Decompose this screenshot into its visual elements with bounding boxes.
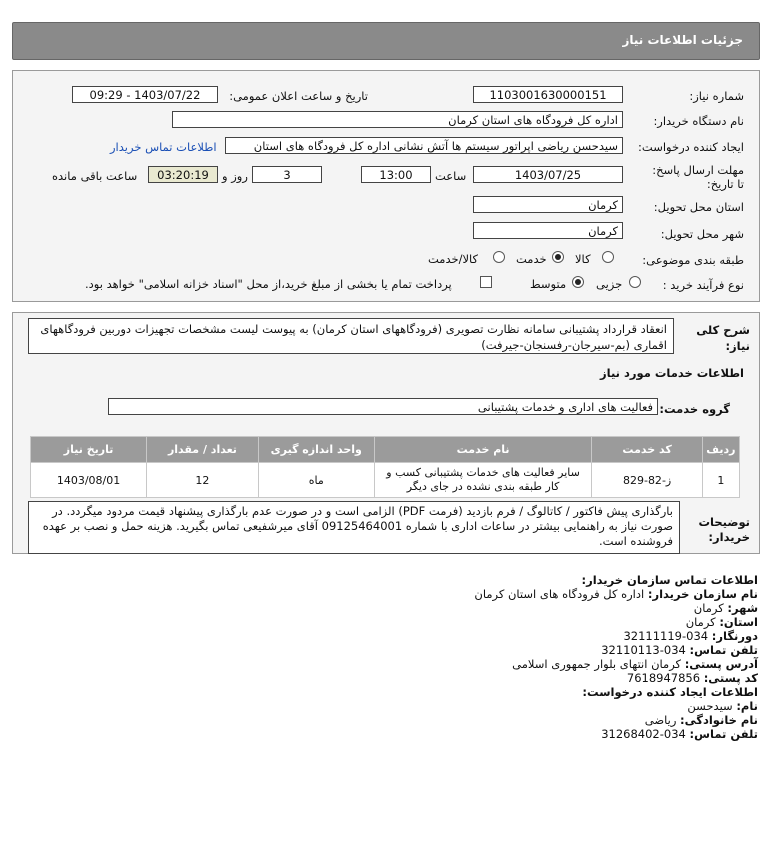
buyer-notes-text: بارگذاری پیش فاکتور / کاتالوگ / فرم بازدید (فرمت PDF) الزامی است و در صورت عدم بارگذاری پیشنهاد قیمت مردود میگردد. در صورت نیاز به راهنمایی بیشتر در ساعات اداری با شماره 09125464001 آقای میرشفیعی تماس بگیرید. هزینه حمل و نصب بر عهده فروشنده است.	[42, 504, 673, 548]
buyer-notes-box	[28, 501, 680, 554]
services-section-title: اطلاعات خدمات مورد نیاز	[600, 366, 744, 380]
contact-province-line	[686, 615, 758, 629]
row-unit: ماه	[258, 463, 374, 498]
col-index: ردیف	[702, 437, 739, 463]
page-header	[12, 22, 760, 60]
announce-label: تاریخ و ساعت اعلان عمومی:	[229, 89, 368, 103]
category-radio-goods[interactable]	[602, 251, 614, 263]
days-label: روز و	[222, 169, 248, 183]
summary-text: انعقاد قرارداد پشتیبانی سامانه نظارت تصویری (فرودگاههای استان کرمان) به پیوست لیست مشخصات تجهیزات دوربین فرودگاههای اقماری (بم-سیرجان-رفسنجان-جیرفت)	[40, 322, 667, 352]
service-group-field: فعالیت های اداری و خدمات پشتیبانی	[108, 398, 658, 415]
row-code: ز-82-829	[592, 463, 702, 498]
row-index: 1	[702, 463, 739, 498]
col-code: کد خدمت	[592, 437, 702, 463]
process-option-medium: متوسط	[530, 277, 567, 291]
contact-province-label: استان:	[719, 615, 758, 629]
contact-postal: 7618947856	[626, 671, 701, 685]
contact-org-label: نام سازمان خریدار:	[647, 587, 758, 601]
contact-org: اداره کل فرودگاه های استان کرمان	[474, 587, 645, 601]
contact-fax-line	[623, 629, 758, 643]
creator-field: سیدحسن ریاضی اپراتور سیستم ها آتش نشانی اداره کل فرودگاه های استان	[225, 137, 623, 154]
row-qty: 12	[147, 463, 259, 498]
contact-fax: 034-32111119	[623, 629, 709, 643]
creator-family-line	[645, 713, 758, 727]
deadline-time-label: ساعت	[435, 169, 467, 183]
creator-label: ایجاد کننده درخواست:	[638, 140, 744, 154]
need-number-label: شماره نیاز:	[689, 89, 744, 103]
buyer-contact-link[interactable]: اطلاعات تماس خریدار	[110, 140, 217, 154]
contact-phone: 034-32110113	[601, 643, 686, 657]
process-radio-medium[interactable]	[572, 276, 584, 288]
contact-postal-line	[627, 671, 758, 685]
contact-city-label: شهر:	[727, 601, 758, 615]
buyer-notes-label: توضیحات خریدار:	[698, 515, 750, 544]
creator-family: ریاضی	[644, 713, 677, 727]
remaining-time-field: 03:20:19	[148, 166, 218, 183]
creator-name: سیدحسن	[687, 699, 733, 713]
creator-phone-label: تلفن تماس:	[689, 727, 758, 741]
contact-address-line	[512, 657, 758, 671]
col-qty: تعداد / مقدار	[147, 437, 259, 463]
contact-org-line	[474, 587, 758, 601]
deadline-time-field: 13:00	[361, 166, 431, 183]
need-number-field: 1103001630000151	[473, 86, 623, 103]
services-table-header	[31, 437, 740, 463]
contact-phone-label: تلفن تماس:	[689, 643, 758, 657]
contact-city: کرمان	[693, 601, 724, 615]
need-details-panel	[12, 70, 760, 302]
deadline-label: مهلت ارسال پاسخ: تا تاریخ:	[652, 163, 744, 191]
remaining-label: ساعت باقی مانده	[52, 169, 138, 183]
buyer-org-field: اداره کل فرودگاه های استان کرمان	[172, 111, 623, 128]
treasury-payment-checkbox[interactable]	[480, 276, 492, 288]
process-radio-minor[interactable]	[629, 276, 641, 288]
creator-phone-line	[601, 727, 758, 741]
row-date: 1403/08/01	[31, 463, 147, 498]
province-label: استان محل تحویل:	[653, 200, 744, 214]
process-label: نوع فرآیند خرید :	[662, 278, 744, 292]
deadline-date-field: 1403/07/25	[473, 166, 623, 183]
treasury-payment-note: پرداخت تمام یا بخشی از مبلغ خرید،از محل "اسناد خزانه اسلامی" خواهد بود.	[85, 277, 452, 291]
category-radio-goods-service[interactable]	[493, 251, 505, 263]
province-field: کرمان	[473, 196, 623, 213]
contact-city-line	[694, 601, 758, 615]
creator-family-label: نام خانوادگی:	[680, 713, 758, 727]
contact-title: اطلاعات تماس سازمان خریدار:	[581, 573, 758, 587]
creator-name-line	[687, 699, 758, 713]
col-name: نام خدمت	[374, 437, 592, 463]
city-label: شهر محل تحویل:	[660, 227, 744, 241]
buyer-org-label: نام دستگاه خریدار:	[653, 114, 744, 128]
creator-name-label: نام:	[736, 699, 758, 713]
city-field: کرمان	[473, 222, 623, 239]
page-title: جزئیات اطلاعات نیاز	[622, 33, 743, 47]
table-row	[31, 463, 740, 498]
creator-info-title: اطلاعات ایجاد کننده درخواست:	[582, 685, 758, 699]
process-option-minor: جزیی	[596, 277, 623, 291]
contact-province: کرمان	[685, 615, 716, 629]
contact-address: کرمان انتهای بلوار جمهوری اسلامی	[512, 657, 682, 671]
category-radio-service[interactable]	[552, 251, 564, 263]
contact-phone-line	[601, 643, 758, 657]
days-field: 3	[252, 166, 322, 183]
category-option-service: خدمت	[516, 252, 547, 266]
creator-phone: 034-31268402	[601, 727, 686, 741]
announce-field: 1403/07/22 - 09:29	[72, 86, 218, 103]
summary-text-box	[28, 318, 674, 354]
category-option-goods: کالا	[575, 252, 591, 266]
row-name: سایر فعالیت های خدمات پشتیبانی کسب و کار طبقه بندی نشده در جای دیگر	[374, 463, 592, 498]
contact-fax-label: دورنگار:	[711, 629, 758, 643]
summary-label: شرح کلی نیاز:	[696, 323, 750, 353]
col-date: تاریخ نیاز	[31, 437, 147, 463]
service-group-label: گروه خدمت:	[659, 402, 730, 416]
contact-address-label: آدرس پستی:	[684, 657, 758, 671]
category-option-goods-service: کالا/خدمت	[428, 252, 479, 266]
contact-postal-label: کد پستی:	[703, 671, 758, 685]
services-table	[30, 436, 740, 498]
col-unit: واحد اندازه گیری	[258, 437, 374, 463]
category-label: طبقه بندی موضوعی:	[642, 253, 744, 267]
